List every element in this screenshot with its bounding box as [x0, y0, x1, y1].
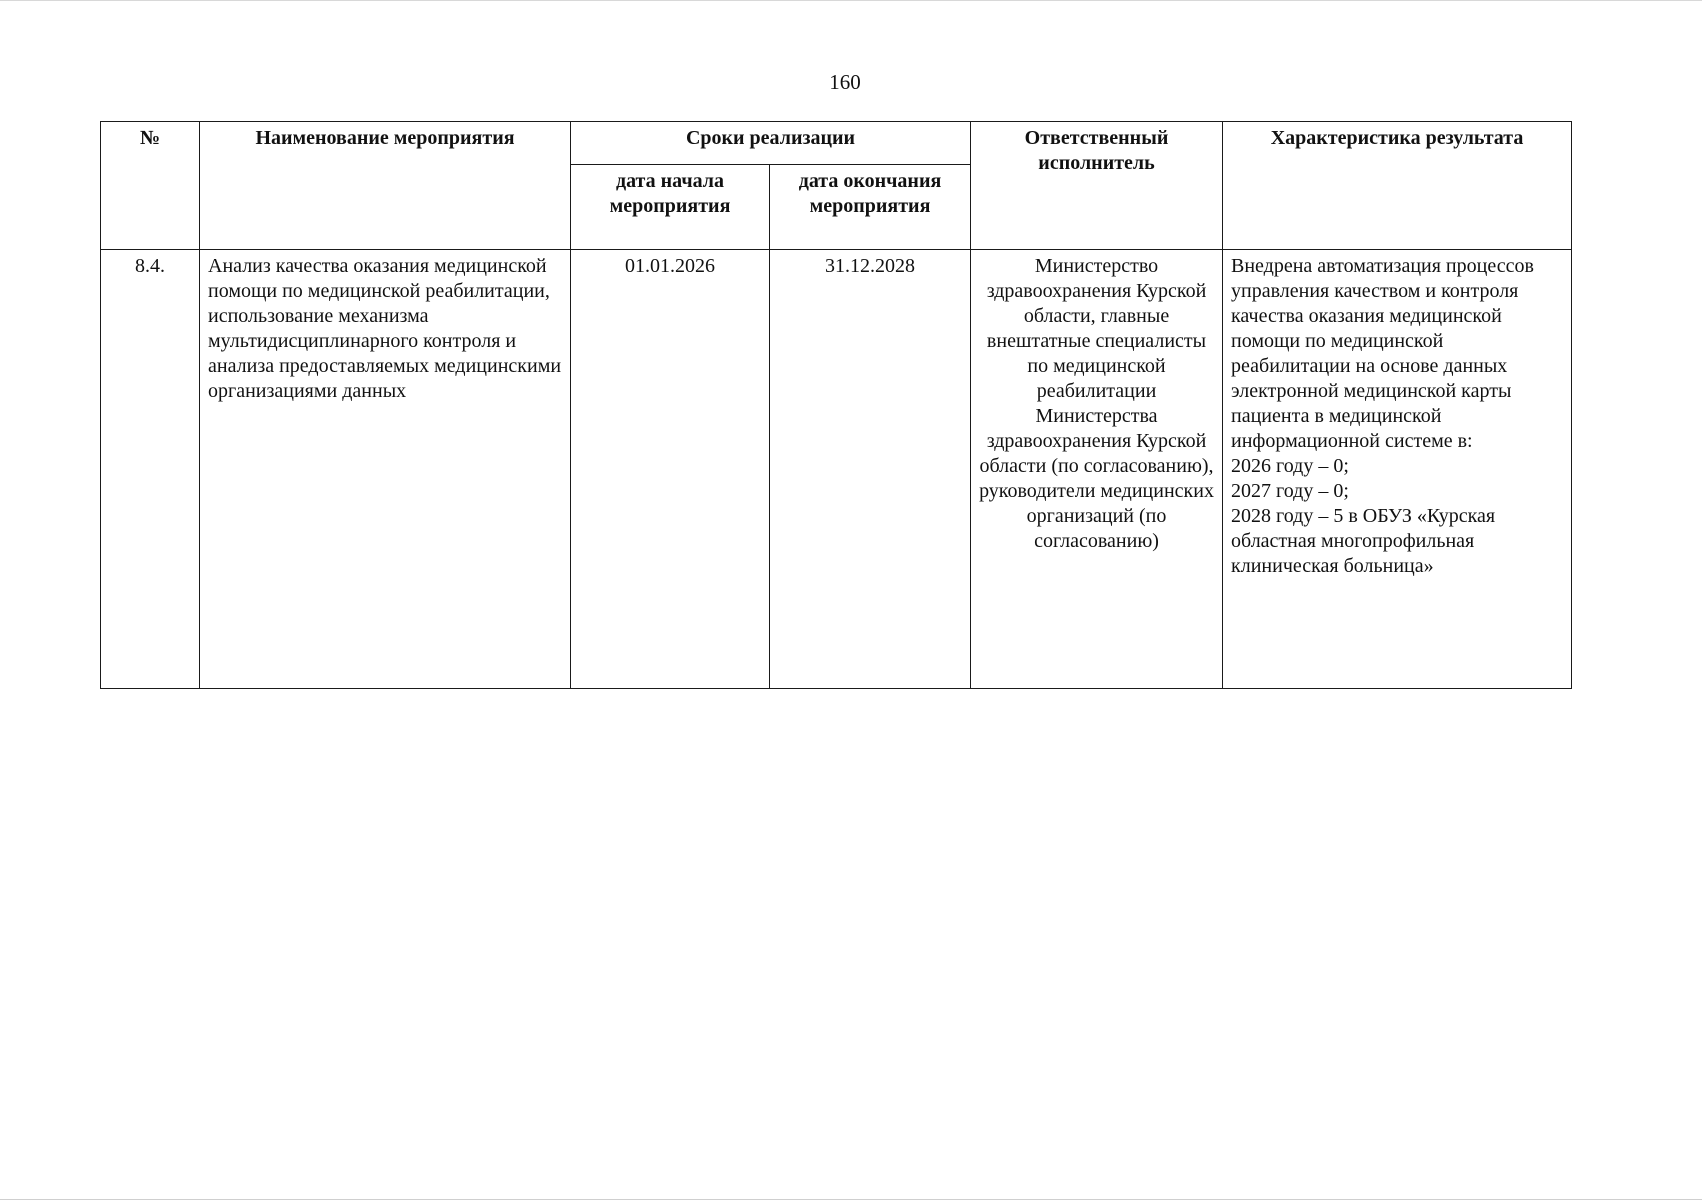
table-row: [101, 250, 1572, 689]
header-name: Наименование мероприятия: [200, 122, 571, 250]
measures-table: [100, 121, 1572, 689]
scan-edge-top: [0, 0, 1702, 1]
result-line: 2026 году – 0;: [1231, 455, 1349, 477]
header-terms: Сроки реализации: [571, 122, 971, 165]
header-start-date: дата начала мероприятия: [571, 165, 770, 250]
result-line: Внедрена автоматизация процессов управления качеством и контроля качества оказания медицинской помощи по медицинской реабилитации на основе данных электронной медицинской карты пациента в медицинской информационной системе в:: [1231, 255, 1534, 452]
header-end-date: дата окончания мероприятия: [770, 165, 971, 250]
row-number: 8.4.: [101, 250, 200, 689]
row-end-date: 31.12.2028: [770, 250, 971, 689]
header-result: Характеристика результата: [1223, 122, 1572, 250]
row-result: [1223, 250, 1572, 689]
table-header-row: [101, 122, 1572, 165]
row-name: Анализ качества оказания медицинской помощи по медицинской реабилитации, использование механизма мультидисциплинарного контроля и анализа предоставляемых медицинскими организациями данных: [200, 250, 571, 689]
result-line: 2028 году – 5 в ОБУЗ «Курская областная многопрофильная клиническая больница»: [1231, 505, 1496, 577]
header-responsible: Ответственный исполнитель: [971, 122, 1223, 250]
header-number: №: [101, 122, 200, 250]
row-start-date: 01.01.2026: [571, 250, 770, 689]
row-responsible: Министерство здравоохранения Курской области, главные внештатные специалисты по медицинской реабилитации Министерства здравоохранения Курской области (по согласованию), руководители медицинских организаций (по согласованию): [971, 250, 1223, 689]
page-number: 160: [829, 70, 861, 94]
result-line: 2027 году – 0;: [1231, 480, 1349, 502]
